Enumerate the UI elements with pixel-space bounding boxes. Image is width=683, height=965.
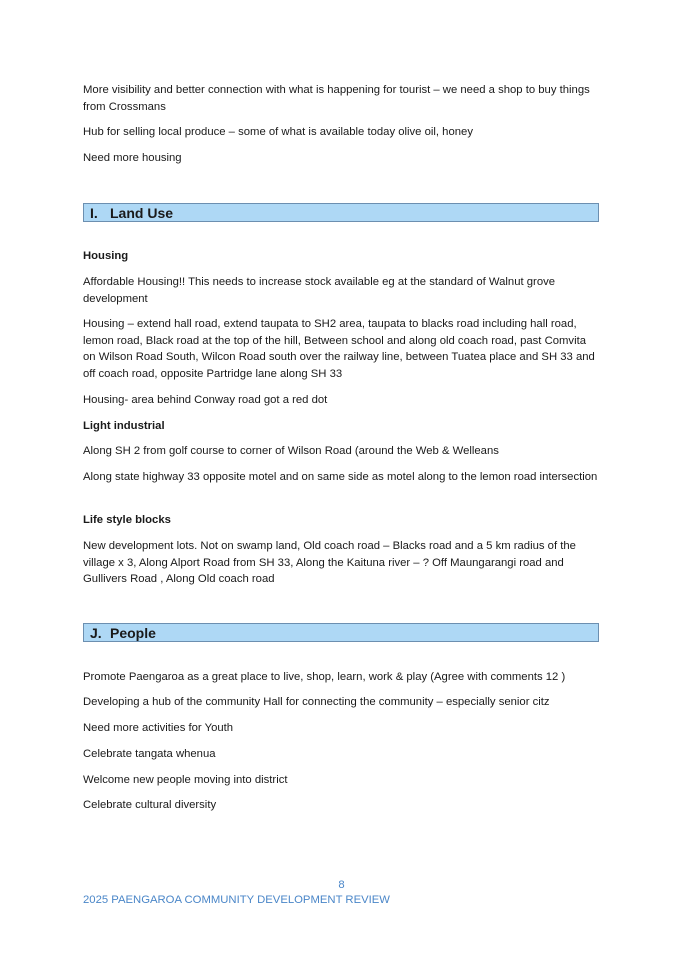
people-item: Welcome new people moving into district xyxy=(83,774,288,786)
housing-paragraph-2: Housing – extend hall road, extend taupata to SH2 area, taupata to blacks road including hall road, lemon road, Black road at the top of the hill, Between school and along old coach road, past Comvita on Wilson Road South, Wilcon Road south over the railway line, between Tuatea place and SH 33 and off coach road, opposite Partridge lane along SH 33 xyxy=(83,318,595,380)
section-number: J. xyxy=(90,625,102,641)
section-title: Land Use xyxy=(110,205,174,221)
people-item: Promote Paengaroa as a great place to live, shop, learn, work & play (Agree with comments 12 ) xyxy=(83,671,566,683)
intro-paragraph-3: Need more housing xyxy=(83,152,182,164)
people-item: Celebrate tangata whenua xyxy=(83,748,216,760)
footer-title: 2025 PAENGAROA COMMUNITY DEVELOPMENT REVIEW xyxy=(83,894,390,906)
lifestyle-blocks-paragraph: New development lots. Not on swamp land, Old coach road – Blacks road and a 5 km radius of the village x 3, Along Alport Road from SH 33, Along the Kaituna river – ? Off Maungarangi road and Gullivers Road , Along Old coach road xyxy=(83,540,576,585)
housing-paragraph-3: Housing- area behind Conway road got a red dot xyxy=(83,394,328,406)
housing-paragraph-1: Affordable Housing!! This needs to increase stock available eg at the standard of Walnut grove development xyxy=(83,276,556,305)
people-item: Developing a hub of the community Hall for connecting the community – especially senior citz xyxy=(83,696,550,708)
lifestyle-blocks-heading: Life style blocks xyxy=(83,514,171,526)
section-number: I. xyxy=(90,205,98,221)
people-item: Celebrate cultural diversity xyxy=(83,799,217,811)
light-industrial-paragraph-2: Along state highway 33 opposite motel and on same side as motel along to the lemon road intersection xyxy=(83,471,598,483)
section-heading-land-use xyxy=(83,203,599,222)
housing-heading: Housing xyxy=(83,250,129,262)
page-number: 8 xyxy=(338,879,345,891)
section-heading-people xyxy=(83,623,599,642)
light-industrial-paragraph-1: Along SH 2 from golf course to corner of Wilson Road (around the Web & Welleans xyxy=(83,445,499,457)
section-title: People xyxy=(110,625,156,641)
intro-paragraph-2: Hub for selling local produce – some of what is available today olive oil, honey xyxy=(83,126,473,138)
light-industrial-heading: Light industrial xyxy=(83,420,165,432)
intro-paragraph-1: More visibility and better connection with what is happening for tourist – we need a shop to buy things from Crossmans xyxy=(83,84,590,113)
people-item: Need more activities for Youth xyxy=(83,722,234,734)
